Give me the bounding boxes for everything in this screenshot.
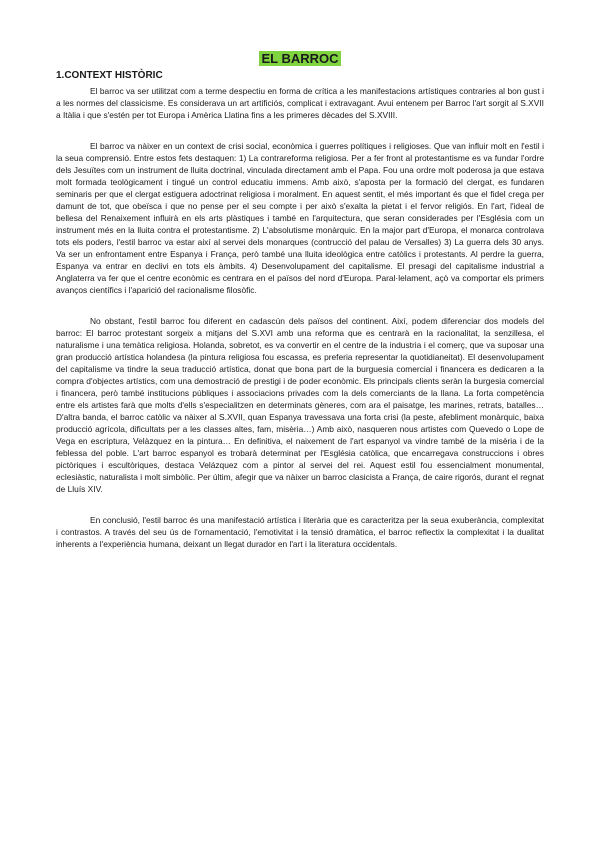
paragraph-conclusion: En conclusió, l'estil barroc és una manifestació artística i literària que es caracteritza per la seua exuberància, complexitat i contrastos. A través del seu ús de l'ornamentació, l'emotivitat i la tensió dramàtica, el barroc reflectix la complexitat i la dualitat inherents a l'experiència humana, deixant un llegat durador en l'art i la literatura occidentals.: [56, 515, 544, 549]
document-page: [56, 50, 544, 569]
document-title: EL BARROC: [261, 51, 339, 66]
section-heading: 1.CONTEXT HISTÒRIC: [56, 70, 163, 81]
paragraph-context: El barroc va nàixer en un context de crisi social, econòmica i guerres polítiques i religioses. Que van influir molt en l'estil i la seua comprensió. Entre estos fets destaquen: 1) La contrareforma religiosa. Per a fer front al protestantisme es va fundar l'ordre dels Jesuïtes com un instrument de lluita doctrinal, vinculada directament amb el Papa. Fou una ordre molt poderosa ja que estava molt formada teològicament i tingué un control educatiu immens. Amb això, s'aposta per la formació del clergat, es fundaren seminaris per que el clergat estiguera adoctrinat religiosa i moralment. En aquest sentit, el més important és que el fidel crega per damunt de tot, que obeïsca i que no pense per el seu compte i per això s'exalta la pietat i el fervor religiós. En l'art, l'ideal de bellesa del Renaixement influirà en els arts plàstiques i també en l'arquitectura, que seran considerades per l'Església com un instrument més en la lluita contra el protestantisme. 2) L'absolutisme monàrquic. En la major part d'Europa, el monarca controlava tots els poders, l'estil barroc va estar així al servei dels monarques (contrucció del palau de Versalles) 3) La guerra dels 30 anys. Va ser un enfrontament entre Espanya i França, però també una lluita ideològica entre catòlics i protestants. Al perdre la guerra, Espanya va entrar en declivi en tots els àmbits. 4) Desenvolupament del capitalisme. El presagi del capitalisme industrial a Anglaterra va fer que el centre econòmic es centrara en el països del nord d'Europa. Paral·lelament, açò va comportar els primers avanços científics i l'aparició del racionalisme filosòfic.: [56, 141, 544, 295]
title-wrapper: [56, 50, 544, 68]
paragraph-intro: El barroc va ser utilitzat com a terme despectiu en forma de crítica a les manifestacions artístiques contraries al bon gust i a les normes del classicisme. Es considerava un art artificiós, complicat i extravagant. Avui entenem per Barroc l'art sorgit al S.XVII a Itàlia i que s'estén per tot Europa i Amèrica Llatina fins a les primeres dècades del S.XVIII.: [56, 86, 544, 120]
paragraph-models: No obstant, l'estil barroc fou diferent en cadascún dels països del continent. Així, podem diferenciar dos models del barroc: El barroc protestant sorgeix a mitjans del S.XVI amb una reforma que es centrarà en la racionalitat, la senzillesa, el naturalisme i una temàtica religiosa. Holanda, sobretot, es va convertir en el centre de la industria i el comerç, que va suposar una gran producció artística holandesa (la pintura religiosa fou escassa, es preferia representar la quotidianeitat). El desenvolupament del capitalisme va tindre la seua traducció artística, donat que bona part de la burguesia comercial i financera es dedicaren a la compra d'objectes artístics, com una demostració de prestigi i de poder econòmic. Els principals clients seràn la burgesia comercial i financera, però també institucions públiques i associacions privades com la dels comerciants de la llana. La forta competència entre els artistes farà que molts d'ells s'especialitzen en determinats gèneres, com ara el paisatge, les marines, retrats, batalles… D'altra banda, el barroc catòlic va nàixer al S.XVII, quan Espanya travessava una forta crisi (la peste, afebliment monàrquic, baixa producció agrícola, dificultats per a les classes altes, fam, misèria…) Amb això, nasqueren nous artistes com Quevedo o Lope de Vega en escriptura, Velàzquez en la pintura… En definitiva, el naixement de l'art espanyol va vindre també de la misèria i de la feblessa del poble. L'art barroc espanyol es trobarà determinat per l'Església catòlica, que encarregava construccions i obres pictòriques i escultòriques, destaca Velázquez com a pintor al servei del rei. Aquest estil fou essencialment monumental, eclesiàstic, naturalista i molt simbòlic. Per últim, afegir que va nàixer un barroc clasicista a França, de caire rigorós, durant el regnat de Lluís XIV.: [56, 316, 544, 494]
